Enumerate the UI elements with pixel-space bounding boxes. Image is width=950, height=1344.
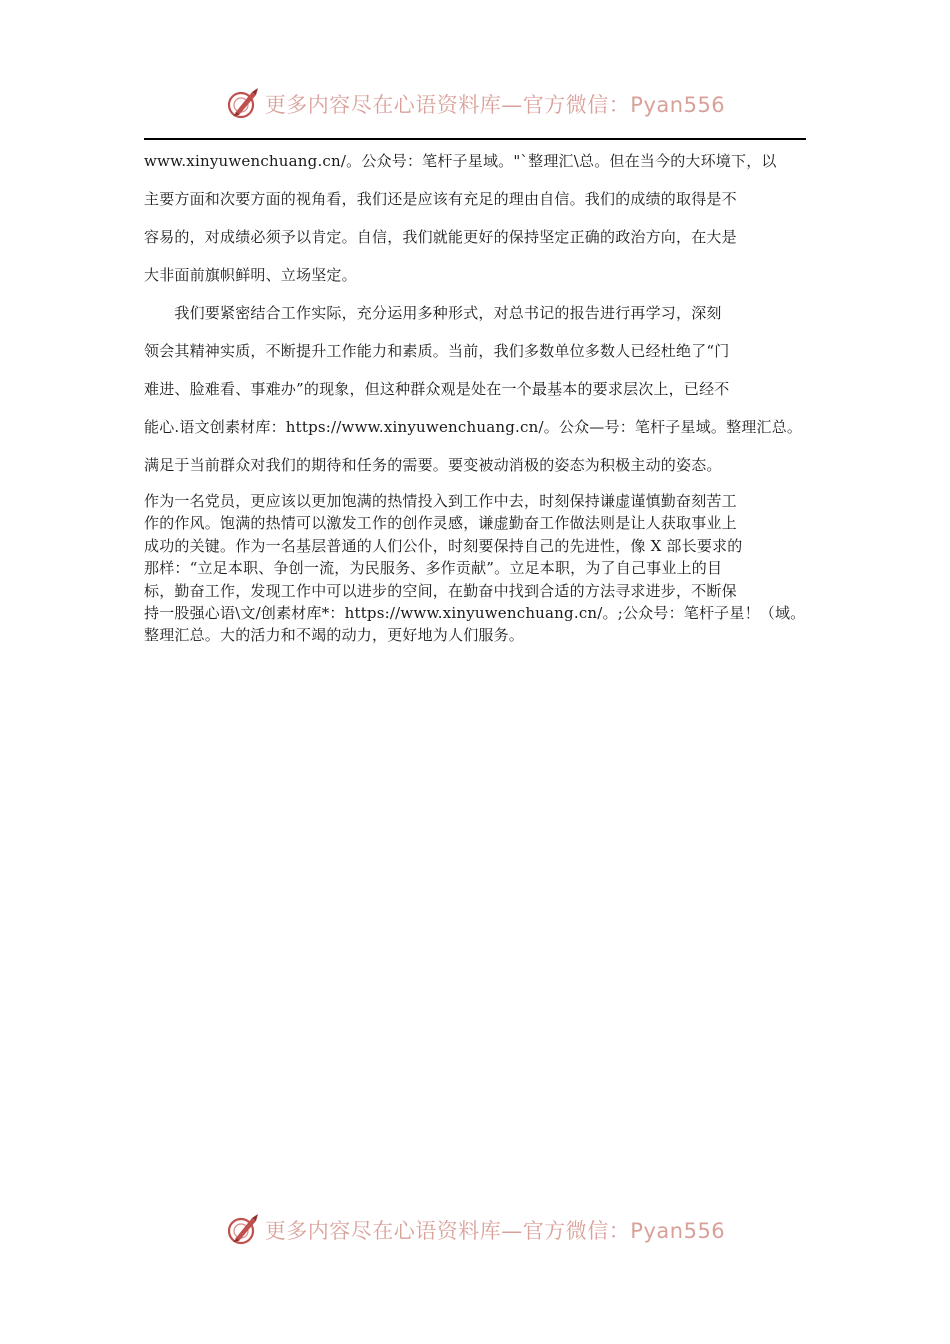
paragraph: 我们要紧密结合工作实际，充分运用多种形式，对总书记的报告进行再学习，深刻 领会其精神实质，不断提升工作能力和素质。当前，我们多数单位多数人已经杜绝了“门 难进、脸难看、事难办”的现象，但这种群众观是处在一个最基本的要求层次上，已经不 能心.语文创素材库：https://www.xinyuwenchuang.cn/。公众—号：笔杆子星域。整理汇总。: [144, 304, 803, 436]
paragraph: 作为一名党员，更应该以更加饱满的热情投入到工作中去，时刻保持谦虚谨慎勤奋刻苦工 作的作风。饱满的热情可以激发工作的创作灵感，谦虚勤奋工作做法则是让人获取事业上 成功的关键。作为一名基层普通的人们公仆，时刻要保持自己的先进性，像 X 部长要求的 那样：“立足本职、争创一流，为民服务、多作贡献”。立足本职，为了自己事业上的目 标，勤奋工作，发现工作中可以进步的空间，在勤奋中找到合适的方法寻求进步，不断保 持一股强心语\文/创素材库*：https://www.xinyuwenchuang.cn/。;公众号：笔杆子星！（域。 整理汇总。大的活力和不竭的动力，更好地为人们服务。: [144, 492, 806, 645]
paragraph: 满足于当前群众对我们的期待和任务的需要。要变被动消极的姿态为积极主动的姿态。: [144, 456, 722, 474]
header-banner: [0, 82, 950, 126]
header-divider: [144, 138, 806, 140]
paragraph: www.xinyuwenchuang.cn/。公众号：笔杆子星域。"`整理汇\总。但在当今的大环境下，以 主要方面和次要方面的视角看，我们还是应该有充足的理由自信。我们的成绩的取得是不 容易的，对成绩必须予以肯定。自信，我们就能更好的保持坚定正确的政治方向，在大是 大非面前旗帜鲜明、立场坚定。: [144, 152, 777, 284]
footer-banner: [0, 1208, 950, 1252]
pen-logo-icon: [225, 1212, 261, 1248]
footer-banner-text: 更多内容尽在心语资料库—官方微信：Pyan556: [264, 1219, 726, 1243]
header-banner-text: 更多内容尽在心语资料库—官方微信：Pyan556: [264, 93, 726, 117]
document-body: [144, 142, 816, 647]
pen-logo-icon: [225, 86, 261, 122]
